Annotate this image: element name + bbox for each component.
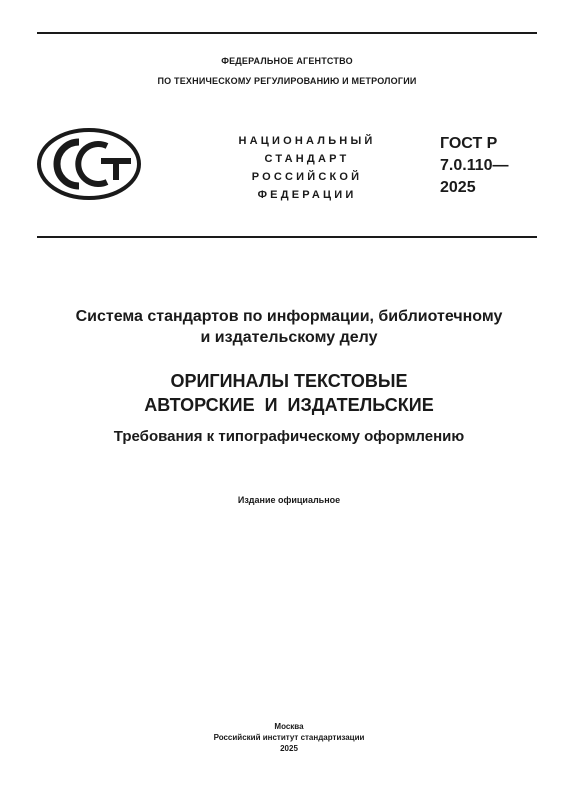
national-line: СТАНДАРТ (264, 153, 350, 165)
gost-line: ГОСТ Р (440, 135, 498, 152)
system-line: и издательскому делу (200, 329, 378, 346)
document-main-title (20, 369, 558, 417)
national-standard-label (222, 132, 392, 204)
agency-name-line1: ФЕДЕРАЛЬНОЕ АГЕНТСТВО (221, 56, 353, 66)
document-subtitle: Требования к типографическому оформлению (113, 428, 465, 445)
footer-publisher: Российский институт стандартизации (213, 733, 365, 742)
footer-city: Москва (274, 722, 304, 731)
gost-line: 7.0.110— (440, 157, 509, 174)
top-rule (37, 32, 537, 34)
gost-line: 2025 (440, 179, 476, 196)
main-title-line: АВТОРСКИЕ И ИЗДАТЕЛЬСКИЕ (144, 395, 434, 415)
standards-system-title (20, 306, 558, 348)
gost-designation (440, 133, 509, 199)
middle-rule (37, 236, 537, 238)
edition-label: Издание официальное (237, 495, 341, 505)
footer-year: 2025 (280, 744, 298, 753)
main-title-line: ОРИГИНАЛЫ ТЕКСТОВЫЕ (170, 371, 408, 391)
system-line: Система стандартов по информации, библиотечному (75, 308, 503, 325)
agency-name-line2: ПО ТЕХНИЧЕСКОМУ РЕГУЛИРОВАНИЮ И МЕТРОЛОГИИ (157, 76, 417, 86)
publisher-footer (20, 721, 558, 754)
national-line: НАЦИОНАЛЬНЫЙ (238, 135, 376, 147)
national-line: РОССИЙСКОЙ (251, 171, 363, 183)
rst-certification-logo-icon (37, 128, 141, 200)
national-line: ФЕДЕРАЦИИ (257, 189, 357, 201)
